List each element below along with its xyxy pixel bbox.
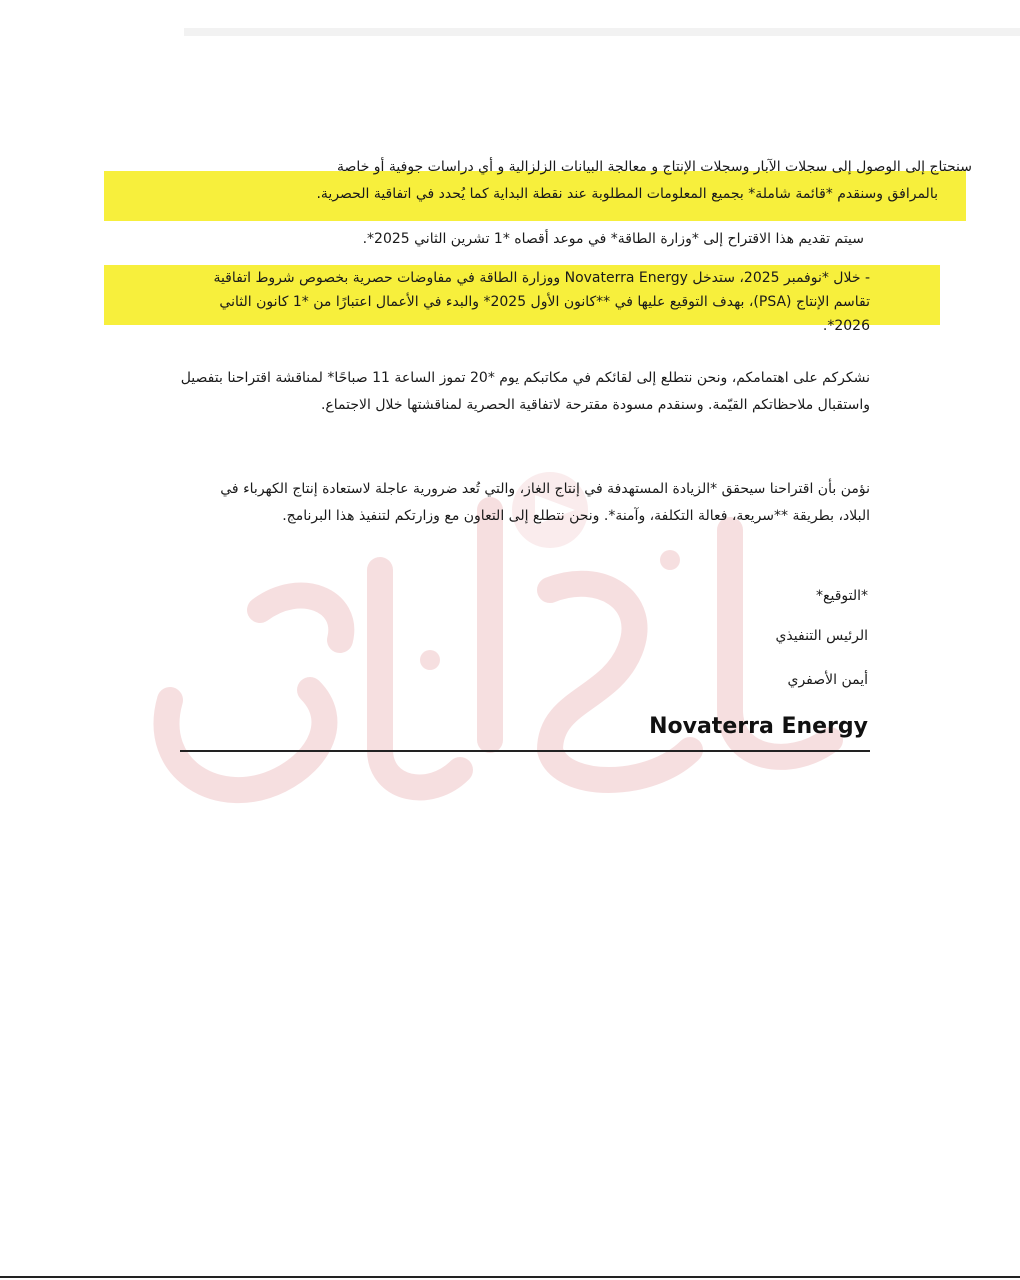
- paragraph-line: نشكركم على اهتمامكم، ونحن نتطلع إلى لقائكم في مكاتبكم يوم *20 تموز الساعة 11 صباحًا* لمناقشة اقتراحنا بتفصيل: [180, 370, 870, 386]
- paragraph-line: سنحتاج إلى الوصول إلى سجلات الآبار وسجلات الإنتاج و معالجة البيانات الزلزالية و أي دراسات جوفية أو خاصة: [337, 159, 972, 175]
- signer-title: الرئيس التنفيذي: [775, 628, 868, 644]
- top-scan-strip: [184, 28, 1020, 36]
- company-name: Novaterra Energy: [649, 714, 868, 739]
- paragraph-line: بالمرافق وسنقدم *قائمة شاملة* بجميع المعلومات المطلوبة عند نقطة البداية كما يُحدد في اتفاقية الحصرية.: [316, 186, 938, 202]
- bottom-edge-rule: [0, 1276, 1020, 1278]
- signature-divider: [180, 750, 870, 752]
- paragraph-line: سيتم تقديم هذا الاقتراح إلى *وزارة الطاقة* في موعد أقصاه *1 تشرين الثاني 2025*.: [362, 231, 864, 247]
- paragraph-line: - خلال *نوفمبر 2025، ستدخل Novaterra Energy ووزارة الطاقة في مفاوضات حصرية بخصوص شروط اتفاقية: [213, 270, 870, 286]
- paragraph-negotiations: [90, 266, 870, 338]
- signature-label: *التوقيع*: [816, 588, 868, 604]
- paragraph-line: واستقبال ملاحظاتكم القيّمة. وسنقدم مسودة مقترحة لاتفاقية الحصرية لمناقشتها خلال الاجتماع.: [320, 397, 870, 413]
- signer-name: أيمن الأصفري: [787, 672, 868, 688]
- paragraph-data-access: [92, 154, 972, 208]
- paragraph-line: البلاد، بطريقة **سريعة، فعالة التكلفة، وآمنة*. ونحن نتطلع إلى التعاون مع وزارتكم لتنفيذ هذا البرنامج.: [282, 508, 870, 524]
- paragraph-line: نؤمن بأن اقتراحنا سيحقق *الزيادة المستهدفة في إنتاج الغاز، والتي تُعد ضرورية عاجلة لاستعادة إنتاج الكهرباء في: [220, 481, 870, 497]
- paragraph-meeting: [110, 365, 870, 419]
- paragraph-line: تقاسم الإنتاج (PSA)، بهدف التوقيع عليها في **كانون الأول 2025* والبدء في الأعمال اعتبارًا من *1 كانون الثاني: [219, 294, 870, 310]
- paragraph-gas-production: [150, 476, 870, 530]
- paragraph-submission-date: [144, 227, 864, 251]
- paragraph-line: 2026*.: [822, 318, 870, 334]
